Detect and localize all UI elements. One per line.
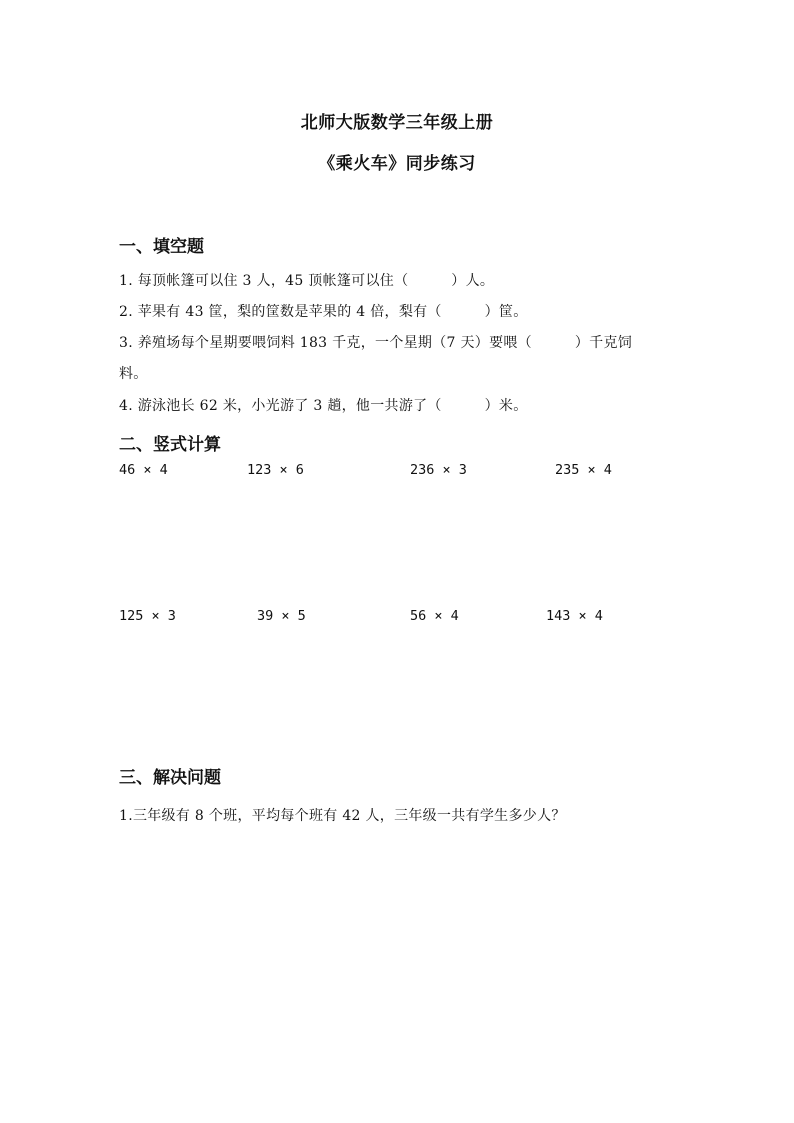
fill-blank-question-4: 4. 游泳池长 62 米，小光游了 3 趟，他一共游了（ ）米。 <box>119 398 528 414</box>
fill-blank-question-1: 1. 每顶帐篷可以住 3 人，45 顶帐篷可以住（ ）人。 <box>119 273 495 289</box>
section-heading-problem-solving: 三、解决问题 <box>119 768 221 788</box>
section-heading-fill-blank: 一、填空题 <box>119 237 204 257</box>
calc-item: 125 × 3 <box>119 608 176 624</box>
calc-item: 123 × 6 <box>247 462 304 478</box>
fill-blank-question-3-continued: 料。 <box>119 366 148 382</box>
fill-blank-question-3: 3. 养殖场每个星期要喂饲料 183 千克，一个星期（7 天）要喂（ ）千克饲 <box>119 335 633 351</box>
calc-item: 56 × 4 <box>410 608 459 624</box>
problem-question-1: 1.三年级有 8 个班，平均每个班有 42 人，三年级一共有学生多少人？ <box>119 808 566 824</box>
document-subtitle: 《乘火车》同步练习 <box>318 154 476 174</box>
section-heading-vertical-calculation: 二、竖式计算 <box>119 435 221 455</box>
calc-item: 46 × 4 <box>119 462 168 478</box>
calc-item: 143 × 4 <box>546 608 603 624</box>
calc-item: 39 × 5 <box>257 608 306 624</box>
calc-item: 236 × 3 <box>410 462 467 478</box>
fill-blank-question-2: 2. 苹果有 43 筐，梨的筐数是苹果的 4 倍，梨有（ ）筐。 <box>119 304 528 320</box>
calc-item: 235 × 4 <box>555 462 612 478</box>
document-title: 北师大版数学三年级上册 <box>300 113 494 133</box>
